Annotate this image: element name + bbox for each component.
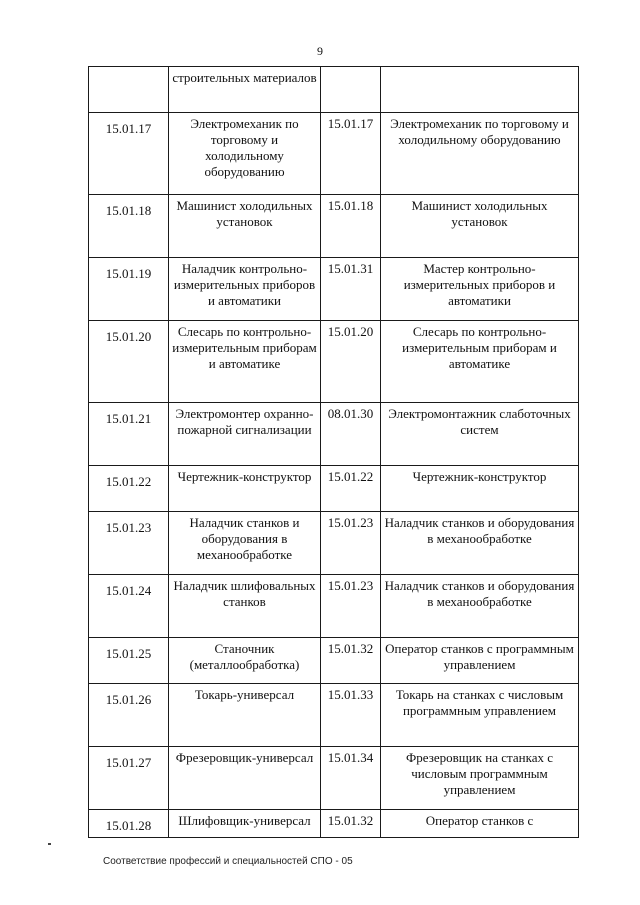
scan-speck — [48, 843, 51, 845]
old-code-cell: 15.01.17 — [89, 113, 169, 195]
new-name-cell: Наладчик станков и оборудования в механообработке — [381, 575, 579, 638]
old-name-cell: Токарь-универсал — [169, 684, 321, 747]
table-row — [89, 195, 579, 258]
new-name-cell: Чертежник-конструктор — [381, 466, 579, 512]
new-name-cell: Наладчик станков и оборудования в механообработке — [381, 512, 579, 575]
old-code-cell — [89, 67, 169, 113]
old-name-cell: Наладчик контрольно-измерительных приборов и автоматики — [169, 258, 321, 321]
old-code-cell: 15.01.22 — [89, 466, 169, 512]
old-code-cell: 15.01.28 — [89, 810, 169, 838]
old-name-cell: Наладчик шлифовальных станков — [169, 575, 321, 638]
new-code-cell — [321, 67, 381, 113]
new-code-cell: 15.01.33 — [321, 684, 381, 747]
new-code-cell: 15.01.34 — [321, 747, 381, 810]
old-code-cell: 15.01.19 — [89, 258, 169, 321]
professions-table — [88, 66, 579, 838]
new-code-cell: 15.01.23 — [321, 575, 381, 638]
new-code-cell: 15.01.32 — [321, 810, 381, 838]
new-code-cell: 15.01.32 — [321, 638, 381, 684]
old-name-cell: Электромонтер охранно-пожарной сигнализации — [169, 403, 321, 466]
old-code-cell: 15.01.24 — [89, 575, 169, 638]
table-row — [89, 512, 579, 575]
table-row — [89, 747, 579, 810]
old-code-cell: 15.01.23 — [89, 512, 169, 575]
new-name-cell — [381, 67, 579, 113]
page-footer: Соответствие профессий и специальностей СПО - 05 — [103, 856, 353, 867]
table-row — [89, 684, 579, 747]
old-code-cell: 15.01.18 — [89, 195, 169, 258]
new-name-cell: Мастер контрольно-измерительных приборов и автоматики — [381, 258, 579, 321]
new-name-cell: Электромеханик по торговому и холодильному оборудованию — [381, 113, 579, 195]
table-row — [89, 810, 579, 838]
new-name-cell: Слесарь по контрольно-измерительным приборам и автоматике — [381, 321, 579, 403]
table-row — [89, 113, 579, 195]
new-name-cell: Токарь на станках с числовым программным управлением — [381, 684, 579, 747]
table-row — [89, 67, 579, 113]
old-name-cell: Машинист холодильных установок — [169, 195, 321, 258]
new-name-cell: Электромонтажник слаботочных систем — [381, 403, 579, 466]
old-code-cell: 15.01.26 — [89, 684, 169, 747]
new-name-cell: Оператор станков с — [381, 810, 579, 838]
new-name-cell: Машинист холодильных установок — [381, 195, 579, 258]
old-name-cell: Электромеханик по торговому и холодильному оборудованию — [169, 113, 321, 195]
old-code-cell: 15.01.25 — [89, 638, 169, 684]
new-code-cell: 08.01.30 — [321, 403, 381, 466]
new-code-cell: 15.01.17 — [321, 113, 381, 195]
old-name-cell: Наладчик станков и оборудования в механообработке — [169, 512, 321, 575]
old-code-cell: 15.01.21 — [89, 403, 169, 466]
new-name-cell: Фрезеровщик на станках с числовым программным управлением — [381, 747, 579, 810]
new-code-cell: 15.01.31 — [321, 258, 381, 321]
old-code-cell: 15.01.20 — [89, 321, 169, 403]
old-name-cell: Фрезеровщик-универсал — [169, 747, 321, 810]
page-number: 9 — [317, 44, 323, 58]
new-code-cell: 15.01.20 — [321, 321, 381, 403]
old-code-cell: 15.01.27 — [89, 747, 169, 810]
old-name-cell: строительных материалов — [169, 67, 321, 113]
new-code-cell: 15.01.22 — [321, 466, 381, 512]
table-row — [89, 638, 579, 684]
table-row — [89, 466, 579, 512]
old-name-cell: Шлифовщик-универсал — [169, 810, 321, 838]
table-row — [89, 258, 579, 321]
old-name-cell: Станочник (металлообработка) — [169, 638, 321, 684]
new-code-cell: 15.01.23 — [321, 512, 381, 575]
old-name-cell: Чертежник-конструктор — [169, 466, 321, 512]
table-row — [89, 403, 579, 466]
new-name-cell: Оператор станков с программным управлением — [381, 638, 579, 684]
table-row — [89, 321, 579, 403]
old-name-cell: Слесарь по контрольно-измерительным приборам и автоматике — [169, 321, 321, 403]
table-row — [89, 575, 579, 638]
new-code-cell: 15.01.18 — [321, 195, 381, 258]
